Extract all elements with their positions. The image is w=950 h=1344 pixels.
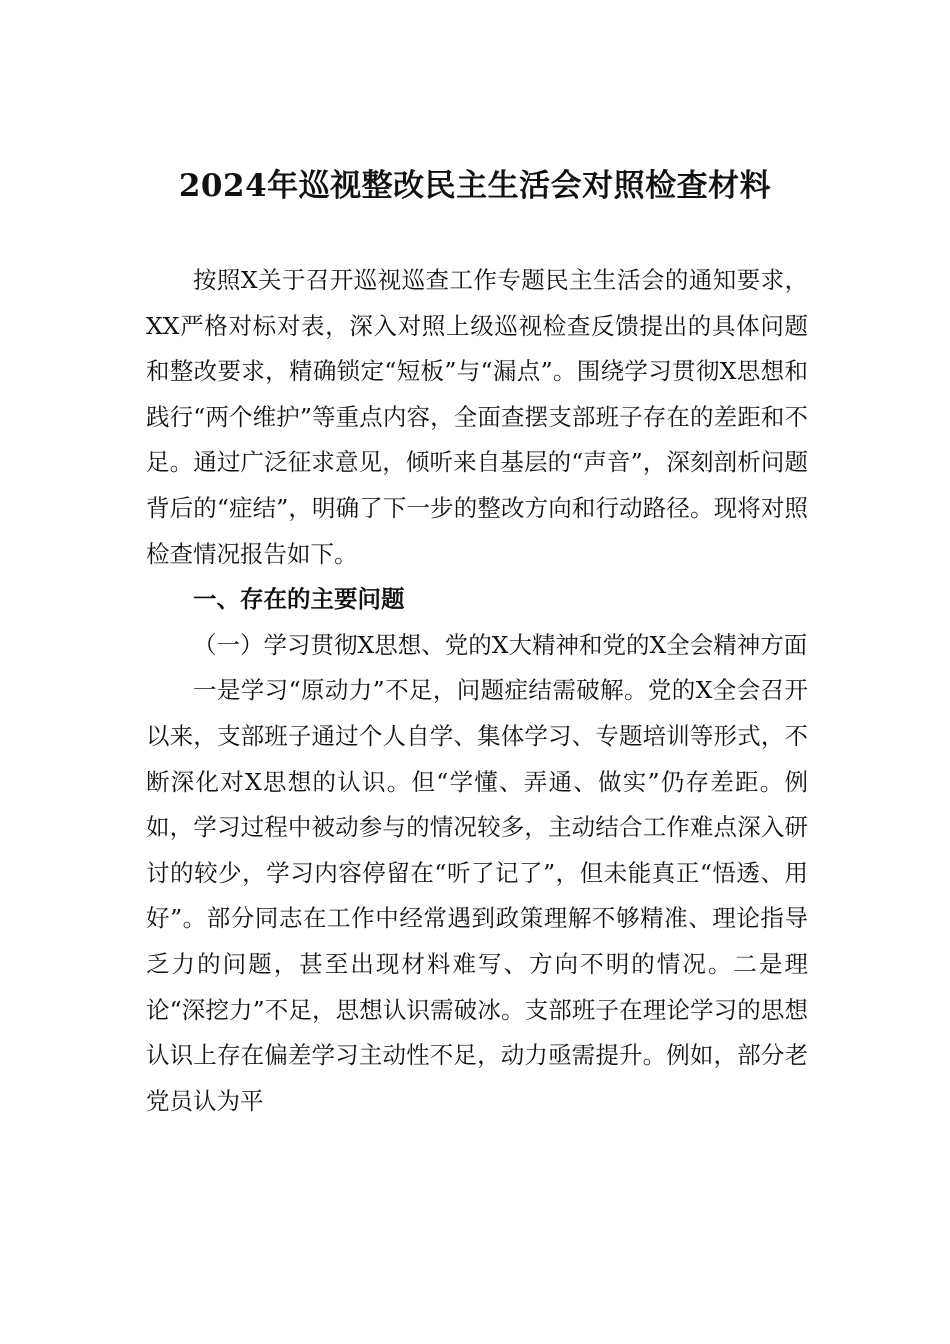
section-heading: 一、存在的主要问题 <box>193 585 405 614</box>
document-body <box>146 258 808 1124</box>
subsection-heading: （一）学习贯彻X思想、党的X大精神和党的X全会精神方面 <box>193 630 808 659</box>
body-paragraph: 一是学习“原动力”不足，问题症结需破解。党的X全会召开以来，支部班子通过个人自学、集体学习、专题培训等形式，不断深化对X思想的认识。但“学懂、弄通、做实”仍存差距。例如，学习过程中被动参与的情况较多，主动结合工作难点深入研讨的较少，学习内容停留在“听了记了”，但未能真正“悟透、用好”。部分同志在工作中经常遇到政策理解不够精准、理论指导乏力的问题，甚至出现材料难写、方向不明的情况。二是理论“深挖力”不足，思想认识需破冰。支部班子在理论学习的思想认识上存在偏差学习主动性不足，动力亟需提升。例如，部分老党员认为平 <box>146 676 808 1115</box>
document-title: 2024年巡视整改民主生活会对照检查材料 <box>178 168 772 204</box>
intro-paragraph: 按照X关于召开巡视巡查工作专题民主生活会的通知要求，XX严格对标对表，深入对照上级巡视检查反馈提出的具体问题和整改要求，精确锁定“短板”与“漏点”。围绕学习贯彻X思想和践行“两个维护”等重点内容，全面查摆支部班子存在的差距和不足。通过广泛征求意见，倾听来自基层的“声音”，深刻剖析问题背后的“症结”，明确了下一步的整改方向和行动路径。现将对照检查情况报告如下。 <box>146 266 808 568</box>
